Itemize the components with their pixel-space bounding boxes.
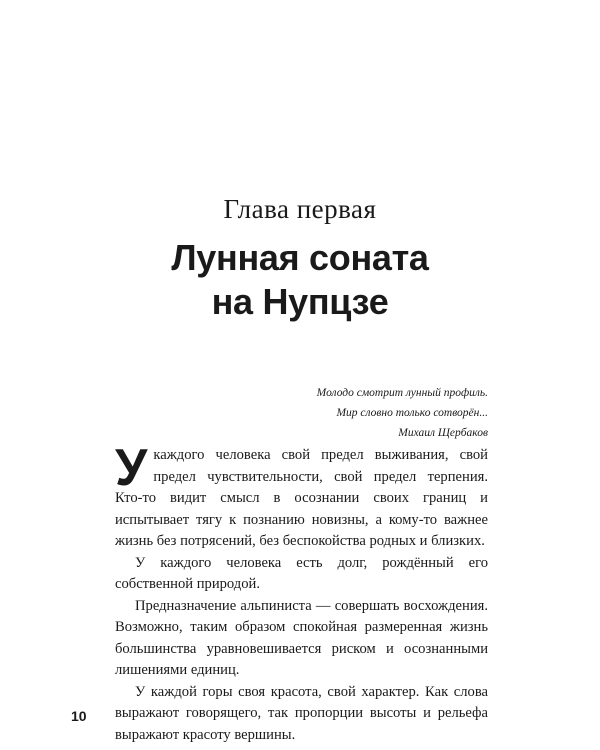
paragraph-3: Предназначение альпиниста — совершать восхождения. Возможно, таким образом спокойная размеренная жизнь большинства уравновешивается риском и осознанными лишениями единиц.: [115, 597, 488, 678]
chapter-title: [0, 236, 600, 324]
chapter-title-line-1: Лунная соната: [171, 237, 429, 278]
chapter-label: Глава первая: [223, 194, 377, 224]
epigraph: [317, 383, 488, 443]
paragraph-1-text: каждого человека свой предел выживания, свой предел чувствительности, свой предел терпения. Кто-то видит смысл в осознании своих границ и испытывает тягу к познанию новизны, а кому-то важнее жизнь без потрясений, без беспокойства родных и близких.: [115, 447, 488, 549]
epigraph-line-2: Мир словно только сотворён...: [336, 407, 488, 419]
paragraph-1: [115, 439, 488, 553]
drop-cap: У: [115, 439, 148, 497]
page-number: 10: [71, 708, 87, 724]
body-text: [115, 439, 488, 746]
chapter-title-line-2: на Нупцзе: [211, 281, 389, 322]
paragraph-4: У каждой горы своя красота, свой характер. Как слова выражают говорящего, так пропорции высоты и рельефа выражают красоту вершины.: [115, 683, 488, 743]
epigraph-line-1: Молодо смотрит лунный профиль.: [316, 387, 488, 399]
epigraph-author: Михаил Щербаков: [398, 427, 488, 439]
paragraph-2: У каждого человека есть долг, рождённый его собственной природой.: [115, 554, 488, 592]
